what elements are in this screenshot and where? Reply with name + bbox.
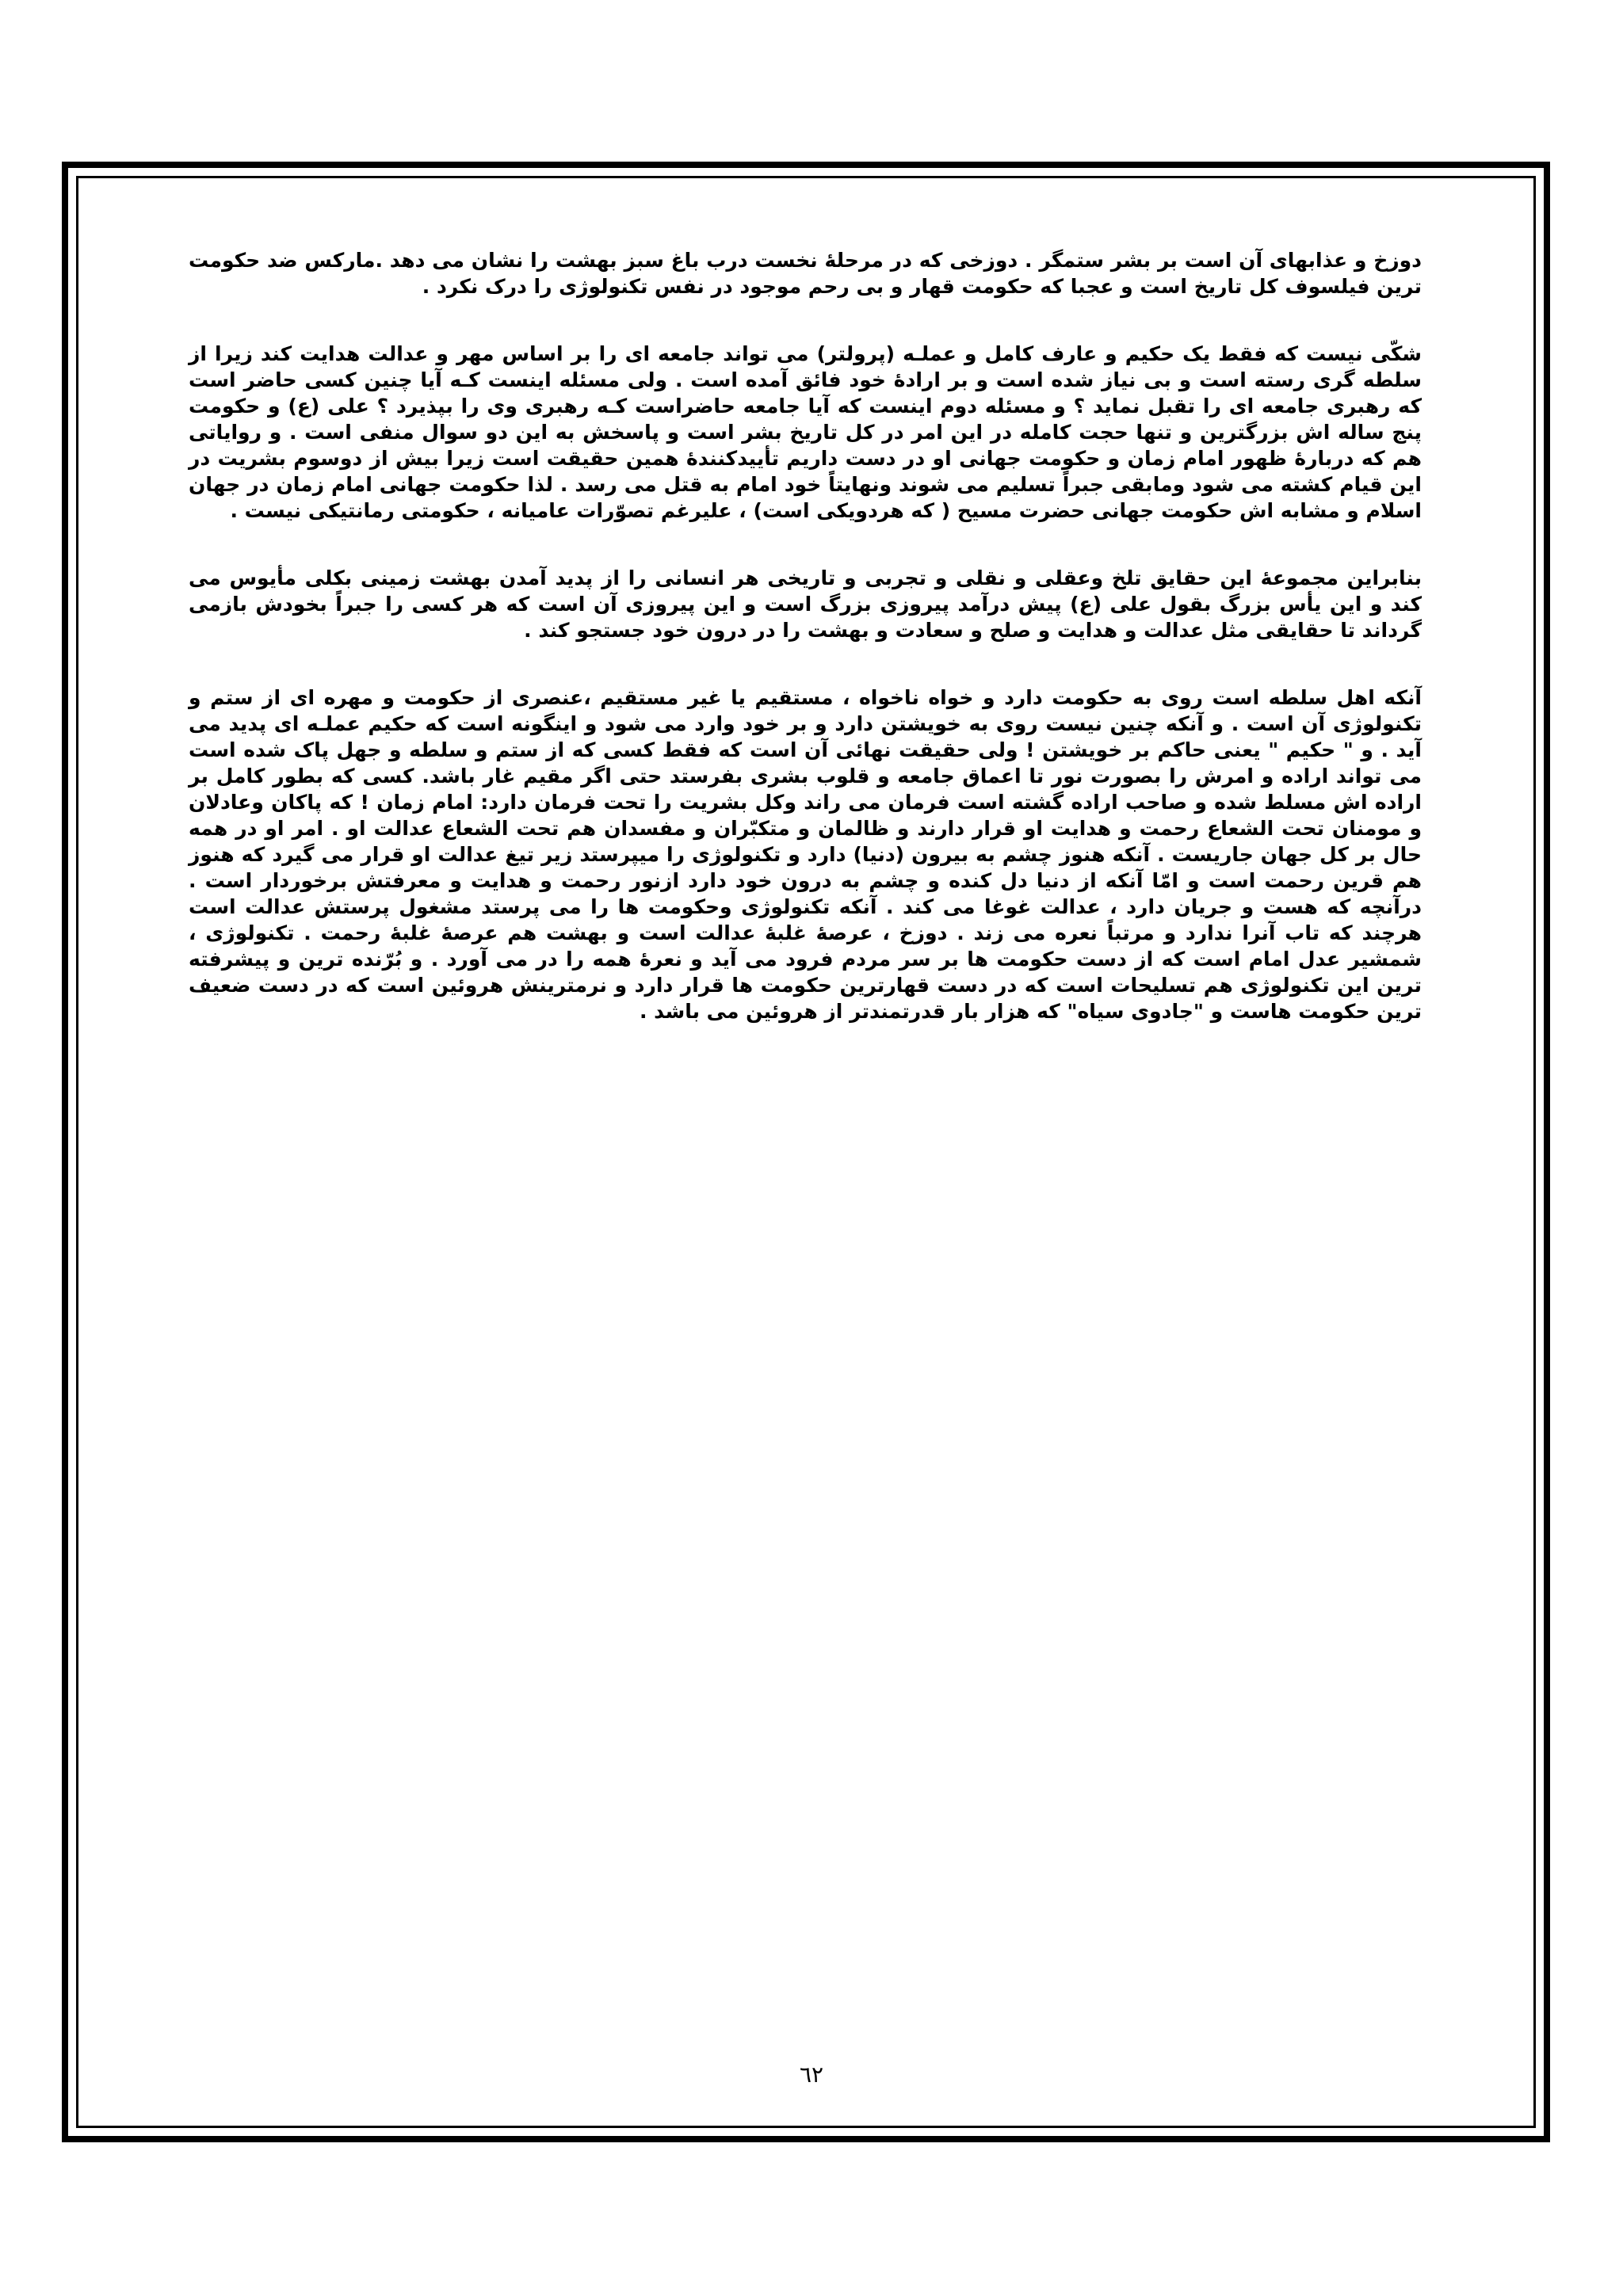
paragraph-2: شکّی نیست که فقط یک حکیم و عارف کامل و عملـه (پرولتر) می تواند جامعه ای را بر اساس مهر و عدالت هدایت کند زیرا از سلطه گری رسته است و بی نیاز شده است و بر ارادهٔ خود فائق آمده است . ولی مسئله اینست کـه آیا چنین کسی حاضر است که رهبری جامعه ای را تقبل نماید ؟ و مسئله دوم اینست که آیا جامعه حاضراست کـه رهبری وی را بپذیرد ؟ علی (ع) و حکومت پنج ساله اش بزرگترین و تنها حجت کامله در این امر در کل تاریخ بشر است و پاسخش به این دو سوال منفی است . و روایاتی هم که دربارهٔ ظهور امام زمان و حکومت جهانی او در دست داریم تأییدکنندهٔ همین حقیقت است زیرا بیش از دوسوم بشریت در این قیام کشته می شود ومابقی جبراً تسلیم می شوند ونهایتاً خود امام به قتل می رسد . لذا حکومت جهانی امام زمان در جهان اسلام و مشابه اش حکومت جهانی حضرت مسیح ( که هردویکی است) ، علیرغم تصوّرات عامیانه ، حکومتی رمانتیکی نیست . (189, 342, 1422, 522)
body-text (189, 247, 1422, 1066)
paragraph-3: بنابراین مجموعهٔ این حقایق تلخ وعقلی و نقلی و تجربی و تاریخی هر انسانی را از پدید آمدن بهشت زمینی بکلی مأیوس می کند و این یأس بزرگ بقول علی (ع) پیش درآمد پیروزی بزرگ است و این پیروزی آن است که هر کسی را جبراً بخودش بازمی گرداند تا حقایقی مثل عدالت و هدایت و صلح و سعادت و بهشت را در درون خود جستجو کند . (189, 566, 1422, 642)
paragraph-4: آنکه اهل سلطه است روی به حکومت دارد و خواه ناخواه ، مستقیم یا غیر مستقیم ،عنصری از حکومت و مهره ای از ستم و تکنولوژی آن است . و آنکه چنین نیست روی به خویشتن دارد و بر خود وارد می شود و اینگونه است که حکیم عملـه ای پدید می آید . و " حکیم " یعنی حاکم بر خویشتن ! ولی حقیقت نهائی آن است که فقط کسی که از ستم و سلطه و جهل پاک شده است می تواند اراده و امرش را بصورت نور تا اعماق جامعه و قلوب بشری بفرستد حتی اگر مقیم غار باشد. کسی که بطور کامل بر اراده اش مسلط شده و صاحب اراده گشته است فرمان می راند وکل بشریت را تحت فرمان دارد: امام زمان ! که پاکان وعادلان و مومنان تحت الشعاع رحمت و هدایت او قرار دارند و ظالمان و متکبّران و مفسدان هم تحت الشعاع عدالت او . امر او در همه حال بر کل جهان جاریست . آنکه هنوز چشم به بیرون (دنیا) دارد و تکنولوژی را میپرستد زیر تیغ عدالت او قرار می گیرد که هنوز هم قرین رحمت است و امّا آنکه از دنیا دل کنده و چشم به درون خود دارد ازنور رحمت و هدایت و معرفتش برخوردار است . درآنچه که هست و جریان دارد ، عدالت غوغا می کند . آنکه تکنولوژی وحکومت ها را می پرستد مشغول پرستش عدالت است هرچند که تاب آنرا ندارد و مرتباً نعره می زند . دوزخ ، عرصهٔ غلبهٔ عدالت است و بهشت هم عرصهٔ غلبهٔ رحمت . تکنولوژی ، شمشیر عدل امام است که از دست حکومت ها بر سر مردم فرود می آید و نعرهٔ همه را در می آورد . و بُرّنده ترین و پیشرفته ترین این تکنولوژی هم تسلیحات است که در دست قهارترین حکومت ها قرار دارد و نرمترینش هروئین است که در دست ضعیف ترین حکومت هاست و "جادوی سیاه" که هزار بار قدرتمندتر از هروئین می باشد . (189, 686, 1422, 1023)
page-number: ٦٢ (799, 2061, 824, 2088)
paragraph-1: دوزخ و عذابهای آن است بر بشر ستمگر . دوزخی که در مرحلهٔ نخست درب باغ سبز بهشت را نشان می دهد .مارکس ضد حکومت ترین فیلسوف کل تاریخ است و عجبا که حکومت قهار و بی رحم موجود در نفس تکنولوژی را درک نکرد . (189, 249, 1422, 298)
